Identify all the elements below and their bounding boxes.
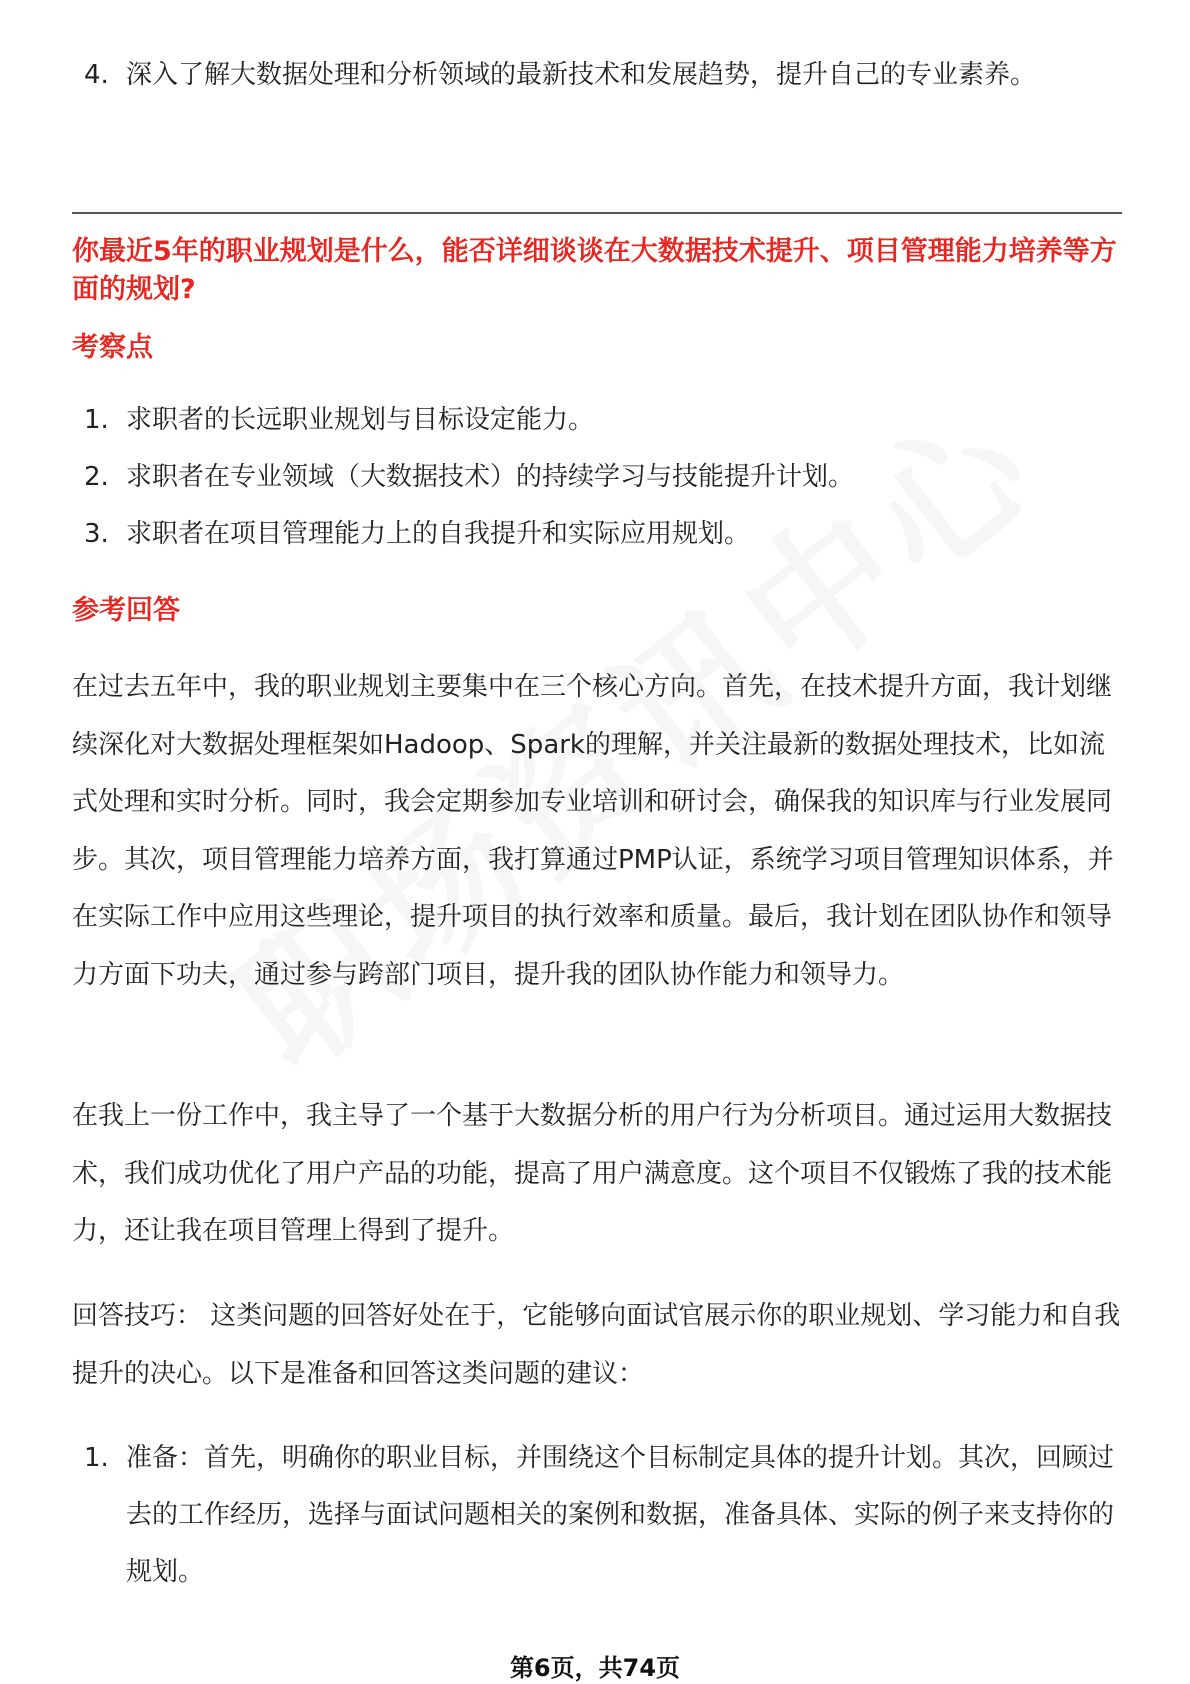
list-number: 4.	[84, 60, 109, 90]
assessment-points-list	[72, 392, 1122, 563]
reference-answer-heading: 参考回答	[72, 595, 180, 626]
list-number: 1.	[84, 1443, 109, 1473]
list-item	[72, 392, 1122, 449]
section-divider	[72, 212, 1122, 214]
answer-paragraph: 在过去五年中，我的职业规划主要集中在三个核心方向。首先，在技术提升方面，我计划继续深化对大数据处理框架如Hadoop、Spark的理解，并关注最新的数据处理技术，比如流式处理和实时分析。同时，我会定期参加专业培训和研讨会，确保我的知识库与行业发展同步。其次，项目管理能力培养方面，我打算通过PMP认证，系统学习项目管理知识体系，并在实际工作中应用这些理论，提升项目的执行效率和质量。最后，我计划在团队协作和领导力方面下功夫，通过参与跨部门项目，提升我的团队协作能力和领导力。	[72, 672, 1114, 990]
tips-list	[72, 1430, 1122, 1601]
list-item	[72, 449, 1122, 506]
list-text: 求职者的长远职业规划与目标设定能力。	[126, 405, 595, 435]
list-text: 准备：首先，明确你的职业目标，并围绕这个目标制定具体的提升计划。其次，回顾过去的工作经历，选择与面试问题相关的案例和数据，准备具体、实际的例子来支持你的规划。	[126, 1443, 1115, 1587]
list-item	[72, 47, 1122, 104]
list-text: 求职者在项目管理能力上的自我提升和实际应用规划。	[126, 519, 751, 549]
continued-list	[72, 47, 1122, 104]
list-item	[72, 1430, 1122, 1601]
list-text: 求职者在专业领域（大数据技术）的持续学习与技能提升计划。	[126, 462, 855, 492]
list-number: 1.	[84, 405, 109, 435]
answer-tips-paragraph: 回答技巧： 这类问题的回答好处在于，它能够向面试官展示你的职业规划、学习能力和自我提升的决心。以下是准备和回答这类问题的建议：	[72, 1301, 1121, 1389]
answer-paragraph: 在我上一份工作中，我主导了一个基于大数据分析的用户行为分析项目。通过运用大数据技术，我们成功优化了用户产品的功能，提高了用户满意度。这个项目不仅锻炼了我的技术能力，还让我在项目管理上得到了提升。	[72, 1101, 1113, 1246]
list-text: 深入了解大数据处理和分析领域的最新技术和发展趋势，提升自己的专业素养。	[126, 60, 1037, 90]
question-title: 你最近5年的职业规划是什么，能否详细谈谈在大数据技术提升、项目管理能力培养等方面的规划?	[72, 236, 1117, 305]
list-item	[72, 506, 1122, 563]
page-number: 第6页，共74页	[509, 1654, 681, 1682]
list-number: 3.	[84, 519, 109, 549]
assessment-points-heading: 考察点	[72, 332, 153, 363]
list-number: 2.	[84, 462, 109, 492]
